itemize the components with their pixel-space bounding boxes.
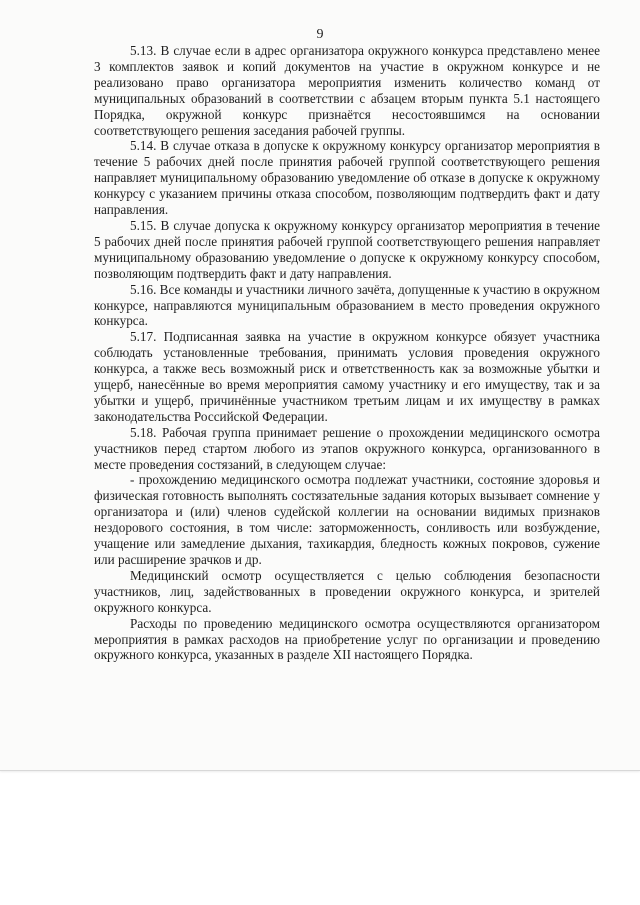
paragraph-medical-exam-expenses: Расходы по проведению медицинского осмотра осуществляются организатором мероприятия в рамках расходов на приобретение услуг по организации и проведению окружного конкурса, указанных в разделе XII настоящего Порядка. — [94, 615, 600, 663]
page-number: 9 — [316, 27, 324, 42]
paragraph-medical-exam-criteria: - прохождению медицинского осмотра подлежат участники, состояние здоровья и физическая готовность выполнять состязательные задания которых вызывает сомнение у организатора и (или) членов судейской коллегии на основании видимых признаков нездорового состояния, в том числе: заторможенность, сонливость или возбуждение, учащение или замедление дыхания, тахикардия, бледность кожных покровов, сужение или расширение зрачков и др. — [94, 472, 600, 567]
paragraph-5-18: 5.18. Рабочая группа принимает решение о прохождении медицинского осмотра участников перед стартом любого из этапов окружного конкурса, организованного в месте проведения состязаний, в следующем случае: — [94, 424, 600, 472]
paragraph-5-13: 5.13. В случае если в адрес организатора окружного конкурса представлено менее 3 комплектов заявок и копий документов на участие в окружном конкурсе и не реализовано право организатора мероприятия изменить количество команд от муниципальных образований в соответствии с абзацем вторым пункта 5.1 настоящего Порядка, окружной конкурс признаётся несостоявшимся на основании соответствующего решения заседания рабочей группы. — [94, 43, 600, 138]
paragraph-5-17: 5.17. Подписанная заявка на участие в окружном конкурсе обязует участника соблюдать установленные требования, принимать условия проведения окружного конкурса, а также весь возможный риск и ответственность как за возможные убытки и ущерб, нанесённые во время мероприятия самому участнику и его имуществу, так и за убытки и ущерб, причинённые участником третьим лицам и их имуществу в рамках законодательства Российской Федерации. — [94, 329, 600, 424]
paragraph-5-16: 5.16. Все команды и участники личного зачёта, допущенные к участию в окружном конкурсе, направляются муниципальным образованием в место проведения окружного конкурса. — [94, 281, 600, 329]
paragraph-medical-exam-purpose: Медицинский осмотр осуществляется с целью соблюдения безопасности участников, лиц, задействованных в проведении окружного конкурса, и зрителей окружного конкурса. — [94, 567, 600, 615]
paragraph-5-15: 5.15. В случае допуска к окружному конкурсу организатор мероприятия в течение 5 рабочих дней после принятия рабочей группой соответствующего решения направляет муниципальному образованию уведомление о допуске к окружному конкурсу способом, позволяющим подтвердить факт и дату направления. — [94, 217, 600, 281]
document-body — [94, 43, 600, 663]
paragraph-5-14: 5.14. В случае отказа в допуске к окружному конкурсу организатор мероприятия в течение 5 рабочих дней после принятия рабочей группой соответствующего решения направляет муниципальному образованию уведомление об отказе в допуске к окружному конкурсу с указанием причины отказа способом, позволяющим подтвердить факт и дату направления. — [94, 138, 600, 218]
